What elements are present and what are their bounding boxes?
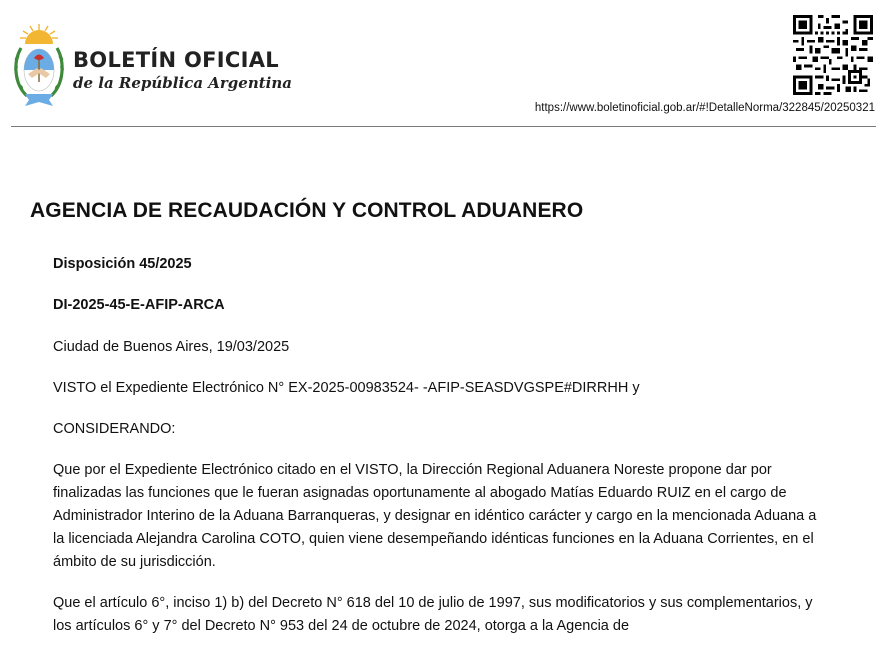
source-url-link[interactable]: https://www.boletinoficial.gob.ar/#!DetalleNorma/322845/20250321 [534,102,875,114]
document-code: DI-2025-45-E-AFIP-ARCA [53,297,225,314]
agency-heading: AGENCIA DE RECAUDACIÓN Y CONTROL ADUANERO [30,199,584,222]
place-date: Ciudad de Buenos Aires, 19/03/2025 [53,338,290,355]
disposition-title: Disposición 45/2025 [53,256,192,272]
body-paragraph-2: Que el artículo 6°, inciso 1) b) del Decreto N° 618 del 10 de julio de 1997, sus modificatorios y sus complementarios, y los artículos 6° y 7° del Decreto N° 953 del 24 de octubre de 2024, otorga a la Agencia de [53,594,813,634]
considerando-heading: CONSIDERANDO: [53,421,176,438]
page-header [0,0,885,128]
site-title: BOLETÍN OFICIAL [73,48,279,72]
qr-code-icon[interactable] [793,15,873,95]
visto-paragraph: VISTO el Expediente Electrónico N° EX-2025-00983524- -AFIP-SEASDVGSPE#DIRRHH y [53,379,640,396]
coat-of-arms-icon [11,22,67,108]
header-divider [11,126,876,127]
site-subtitle: de la República Argentina [73,74,292,92]
document-body [53,253,828,656]
body-paragraph-1: Que por el Expediente Electrónico citado en el VISTO, la Dirección Regional Aduanera Noreste propone dar por finalizadas las funciones que le fueran asignadas oportunamente al abogado Matías Eduardo RUIZ en el cargo de Administrador Interino de la Aduana Barranqueras, y designar en idéntico carácter y cargo en la mencionada Aduana a la licenciada Alejandra Carolina COTO, quien viene desempeñando idénticas funciones en la Aduana Corrientes, en el ámbito de su jurisdicción. [53,462,817,570]
